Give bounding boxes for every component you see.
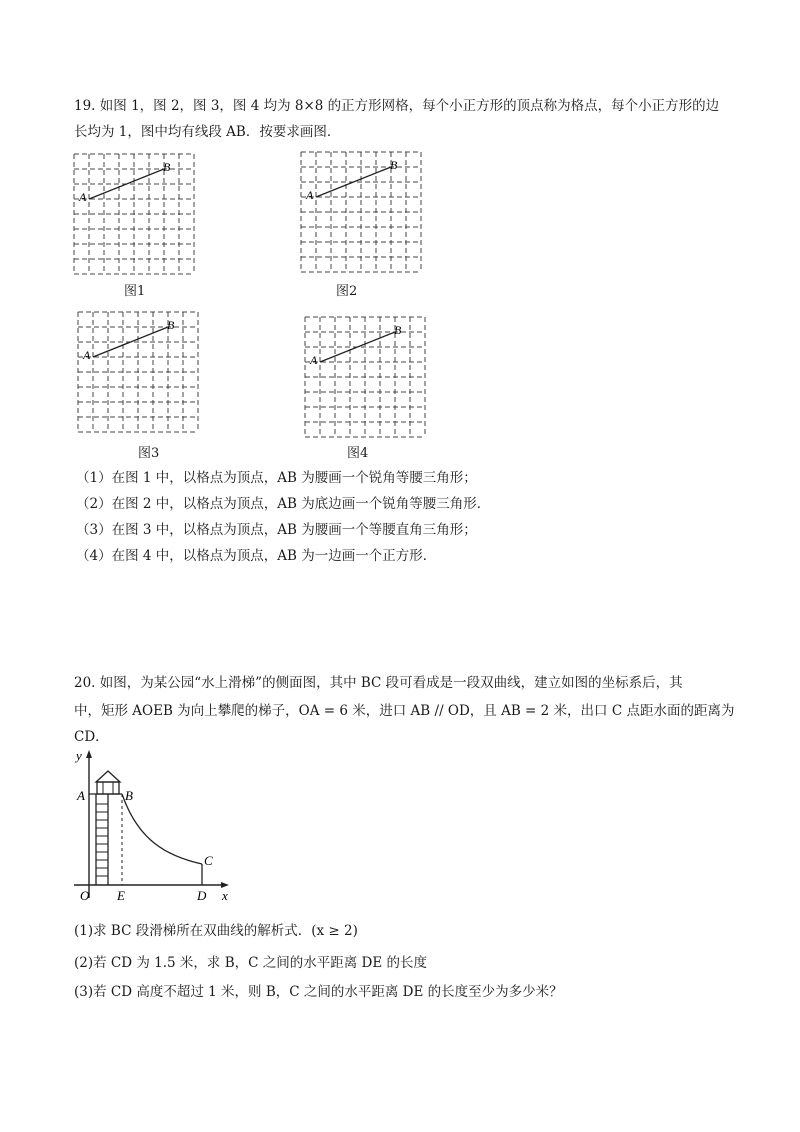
q19-number: 19. <box>74 98 96 114</box>
label-b: B <box>394 323 402 337</box>
q19-task-1: （1）在图 1 中，以格点为顶点，AB 为腰画一个锐角等腰三角形； <box>76 470 477 486</box>
tower-roof <box>96 771 120 782</box>
q20-line-1 <box>74 673 683 693</box>
q20-task-2: (2)若 CD 为 1.5 米，求 B，C 之间的水平距离 DE 的长度 <box>74 955 428 971</box>
q20-line-2: 中，矩形 AOEB 为向上攀爬的梯子，OA = 6 米，进口 AB // OD，且 AB = 2 米，出口 C 点距水面的距离为 <box>74 703 735 719</box>
q20-number: 20. <box>74 675 96 691</box>
q19-task-4: （4）在图 4 中，以格点为顶点，AB 为一边画一个正方形． <box>76 548 437 564</box>
figure-3-label: 图3 <box>138 446 160 461</box>
tower-cabin <box>97 782 119 794</box>
q20-task-1: (1)求 BC 段滑梯所在双曲线的解析式．(x ≥ 2) <box>74 923 358 939</box>
q19-task-3: （3）在图 3 中，以格点为顶点，AB 为腰画一个等腰直角三角形； <box>76 522 477 538</box>
q20-text-1: 如图，为某公园“水上滑梯”的侧面图，其中 BC 段可看成是一段双曲线，建立如图的坐标系后，其 <box>99 675 683 691</box>
grid-figure-3 <box>74 308 214 436</box>
label-c: C <box>204 853 213 868</box>
label-d: D <box>197 888 207 903</box>
slide-figure <box>66 748 236 908</box>
label-a: A <box>310 353 318 367</box>
label-y: y <box>76 748 82 763</box>
q20-line-3: CD． <box>74 729 109 745</box>
q20-task-3: (3)若 CD 高度不超过 1 米，则 B，C 之间的水平距离 DE 的长度至少为多少米？ <box>74 984 563 1000</box>
grid-figure-1 <box>70 150 210 278</box>
grid-figure-4 <box>301 313 441 441</box>
hyperbola-bc <box>122 794 202 864</box>
ladder-rungs <box>96 804 108 876</box>
label-x: x <box>222 888 228 903</box>
label-a: A <box>77 788 85 803</box>
q19-intro-line-2: 长均为 1，图中均有线段 AB．按要求画图． <box>74 124 341 140</box>
q19-task-2: （2）在图 2 中，以格点为顶点，AB 为底边画一个锐角等腰三角形． <box>76 496 491 512</box>
label-b: B <box>167 318 175 332</box>
figure-2-label: 图2 <box>336 284 358 299</box>
grid-figure-2 <box>297 148 437 276</box>
label-b: B <box>125 788 133 803</box>
q19-intro-text-1: 如图 1，图 2，图 3，图 4 均为 8×8 的正方形网格，每个小正方形的顶点称为格点，每个小正方形的边 <box>99 98 720 114</box>
label-e: E <box>117 888 125 903</box>
label-b: B <box>163 160 171 174</box>
y-axis-arrow <box>86 750 92 758</box>
label-a: A <box>83 348 91 362</box>
q19-intro-line-1 <box>74 96 719 116</box>
label-a: A <box>306 188 314 202</box>
label-o: O <box>80 888 90 903</box>
figure-4-label: 图4 <box>347 446 369 461</box>
label-a: A <box>79 190 87 204</box>
label-b: B <box>390 158 398 172</box>
figure-1-label: 图1 <box>124 284 146 299</box>
